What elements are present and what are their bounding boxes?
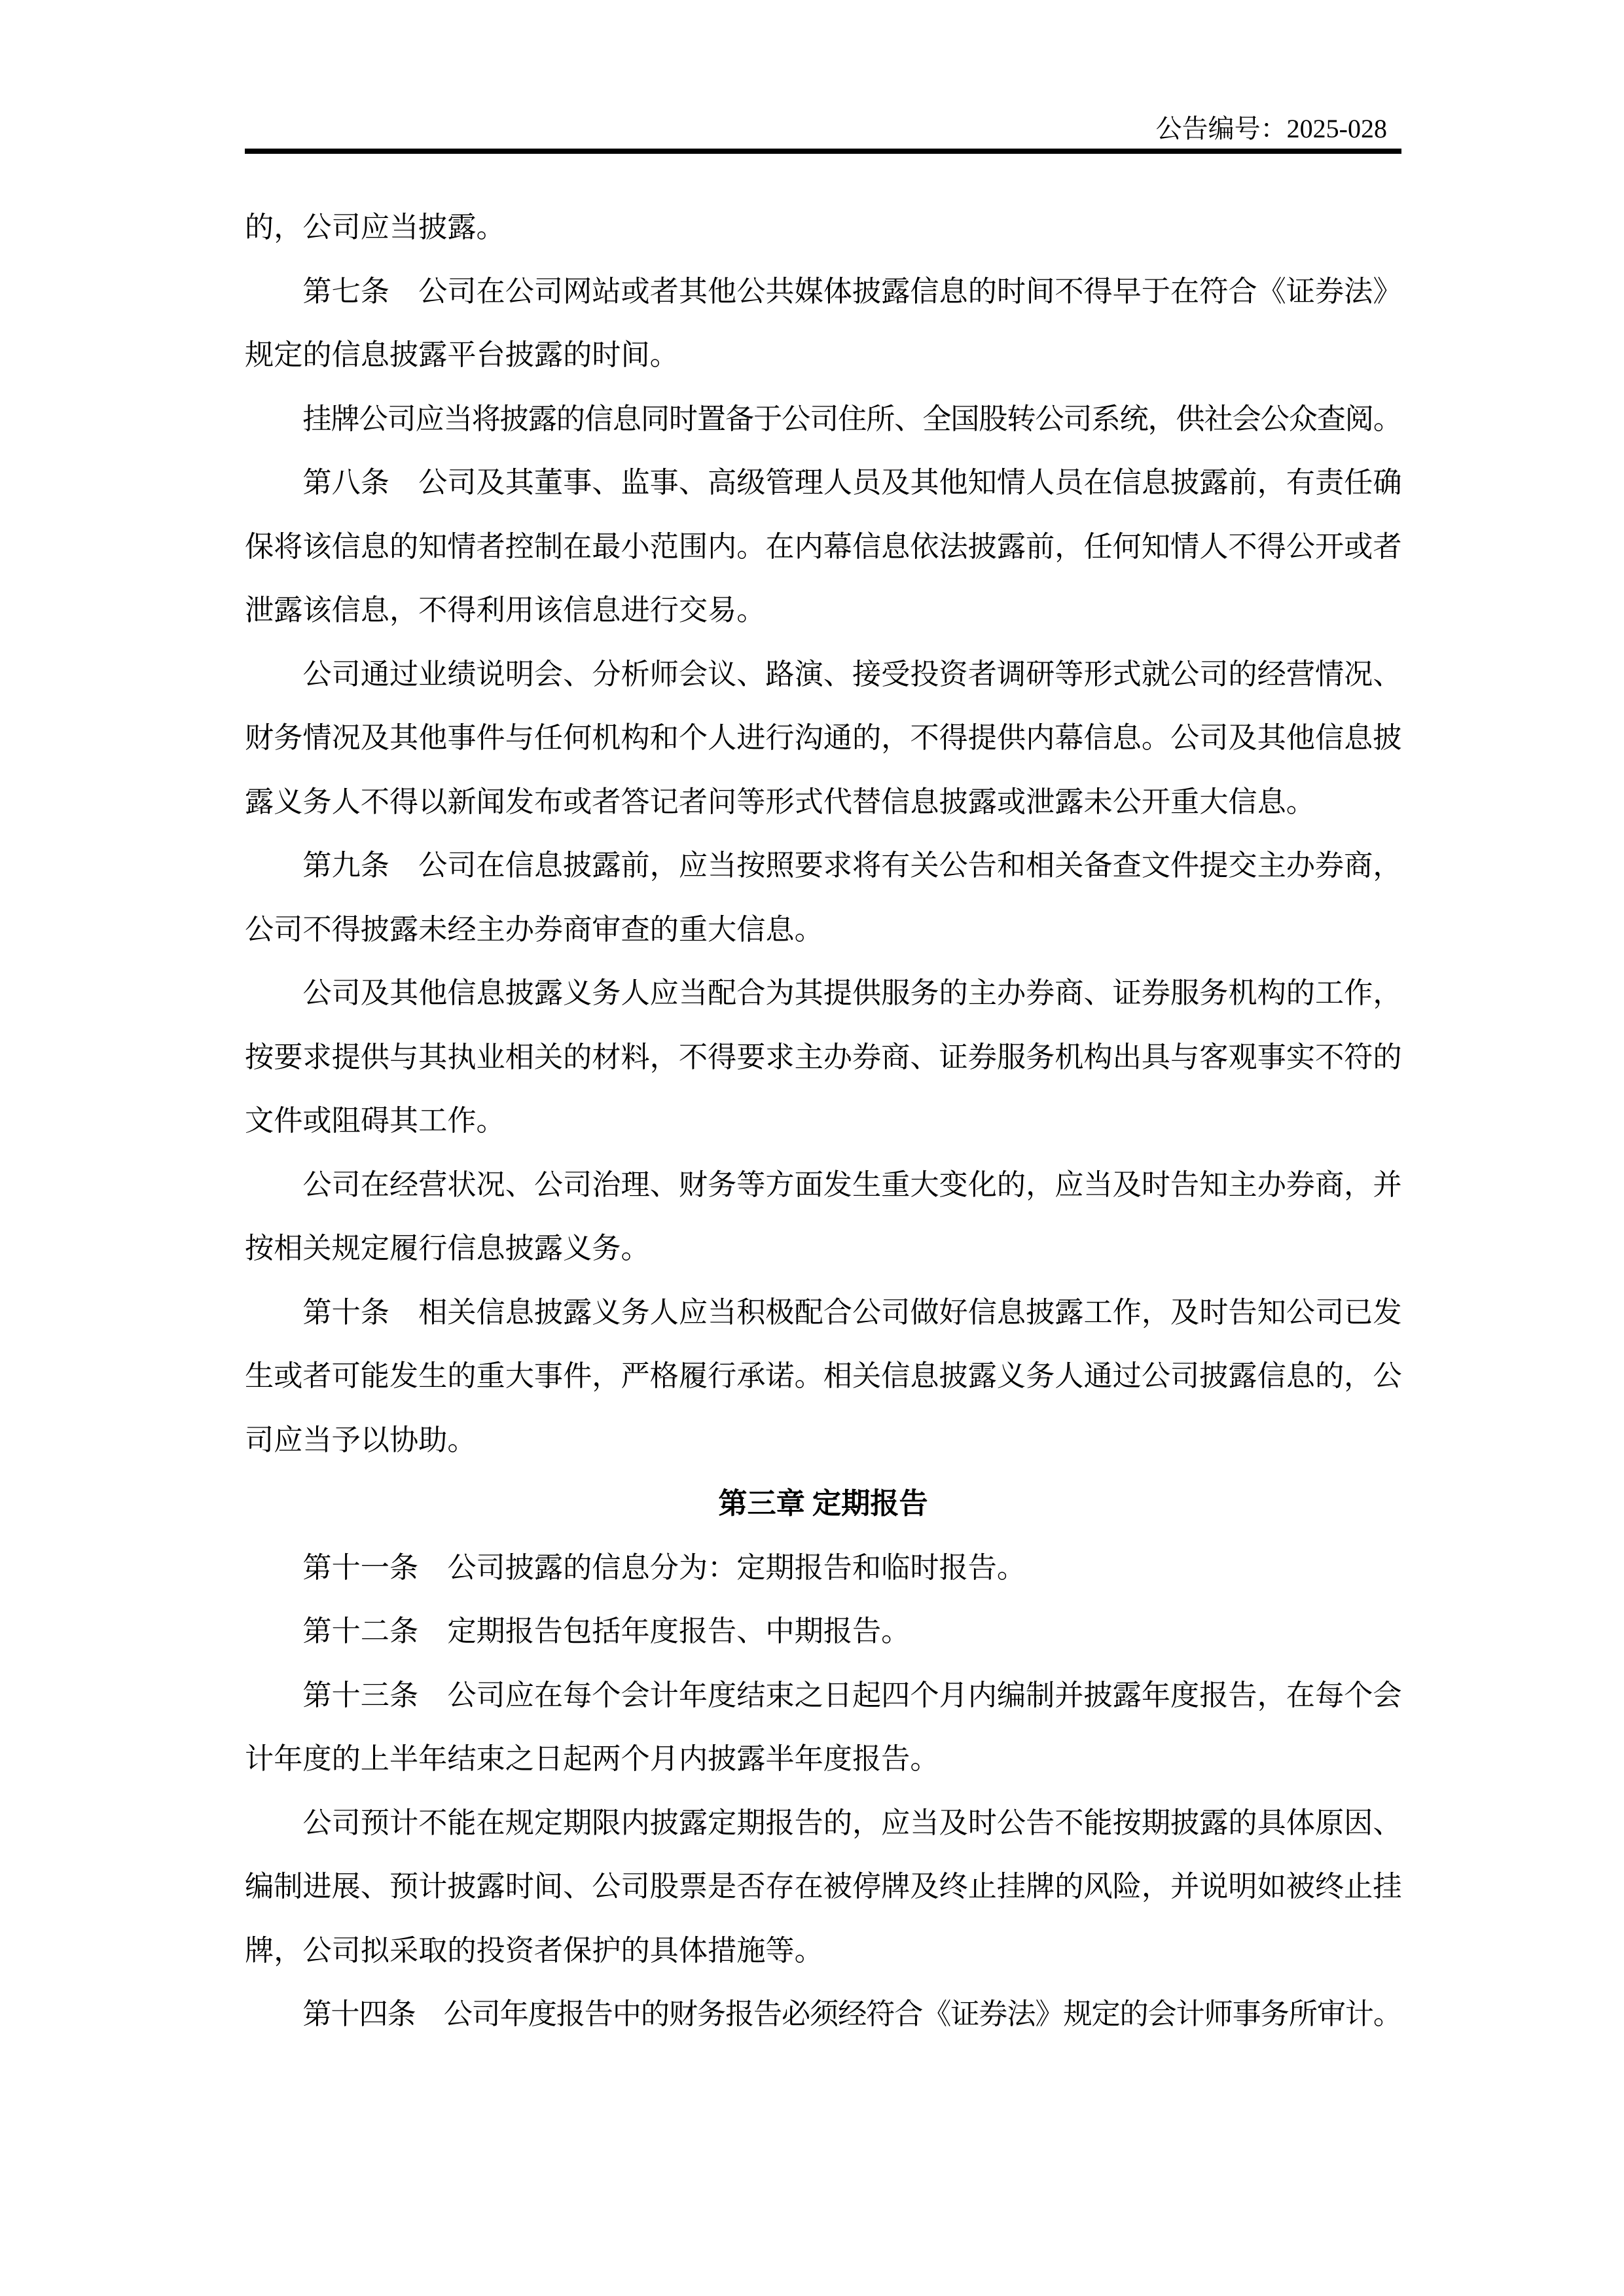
text-line: 第八条 公司及其董事、监事、高级管理人员及其他知情人员在信息披露前，有责任确 xyxy=(302,467,1402,499)
text-line: 按要求提供与其执业相关的材料，不得要求主办券商、证券服务机构出具与客观事实不符的 xyxy=(245,1041,1402,1073)
text-line: 的，公司应当披露。 xyxy=(245,211,505,243)
text-line: 公司通过业绩说明会、分析师会议、路演、接受投资者调研等形式就公司的经营情况、 xyxy=(302,658,1402,691)
text-line: 泄露该信息，不得利用该信息进行交易。 xyxy=(245,594,766,626)
text-line: 公司不得披露未经主办券商审查的重大信息。 xyxy=(245,913,823,946)
header-rule xyxy=(245,149,1401,154)
text-line: 计年度的上半年结束之日起两个月内披露半年度报告。 xyxy=(245,1743,939,1775)
text-line: 编制进展、预计披露时间、公司股票是否存在被停牌及终止挂牌的风险，并说明如被终止挂 xyxy=(245,1871,1402,1903)
text-line: 挂牌公司应当将披露的信息同时置备于公司住所、全国股转公司系统，供社会公众查阅。 xyxy=(302,403,1401,435)
text-line: 第十四条 公司年度报告中的财务报告必须经符合《证券法》规定的会计师事务所审计。 xyxy=(302,1998,1401,2030)
text-line: 财务情况及其他事件与任何机构和个人进行沟通的，不得提供内幕信息。公司及其他信息披 xyxy=(245,722,1402,754)
text-line: 第十条 相关信息披露义务人应当积极配合公司做好信息披露工作，及时告知公司已发 xyxy=(302,1296,1402,1329)
text-line: 文件或阻碍其工作。 xyxy=(245,1105,505,1137)
text-line: 公司及其他信息披露义务人应当配合为其提供服务的主办券商、证券服务机构的工作， xyxy=(302,977,1402,1009)
text-line: 规定的信息披露平台披露的时间。 xyxy=(245,339,679,371)
text-line: 露义务人不得以新闻发布或者答记者问等形式代替信息披露或泄露未公开重大信息。 xyxy=(245,785,1315,818)
text-line: 按相关规定履行信息披露义务。 xyxy=(245,1232,650,1265)
document-body xyxy=(245,196,1401,2047)
text-line: 公司预计不能在规定期限内披露定期报告的，应当及时公告不能按期披露的具体原因、 xyxy=(302,1806,1402,1839)
text-line: 第七条 公司在公司网站或者其他公共媒体披露信息的时间不得早于在符合《证券法》 xyxy=(302,275,1402,308)
text-line: 牌，公司拟采取的投资者保护的具体措施等。 xyxy=(245,1934,823,1967)
text-line: 第十一条 公司披露的信息分为：定期报告和临时报告。 xyxy=(302,1551,1026,1584)
text-line: 保将该信息的知情者控制在最小范围内。在内幕信息依法披露前，任何知情人不得公开或者 xyxy=(245,530,1402,563)
text-line: 司应当予以协助。 xyxy=(245,1424,477,1456)
text-line: 第十二条 定期报告包括年度报告、中期报告。 xyxy=(302,1615,911,1647)
announcement-number: 公告编号：2025-028 xyxy=(1155,114,1387,143)
text-line: 第九条 公司在信息披露前，应当按照要求将有关公告和相关备查文件提交主办券商， xyxy=(302,850,1402,882)
chapter-heading: 第三章 定期报告 xyxy=(718,1488,928,1520)
text-line: 第十三条 公司应在每个会计年度结束之日起四个月内编制并披露年度报告，在每个会 xyxy=(302,1679,1402,1712)
text-line: 公司在经营状况、公司治理、财务等方面发生重大变化的，应当及时告知主办券商，并 xyxy=(302,1168,1402,1201)
text-line: 生或者可能发生的重大事件，严格履行承诺。相关信息披露义务人通过公司披露信息的，公 xyxy=(245,1360,1402,1392)
